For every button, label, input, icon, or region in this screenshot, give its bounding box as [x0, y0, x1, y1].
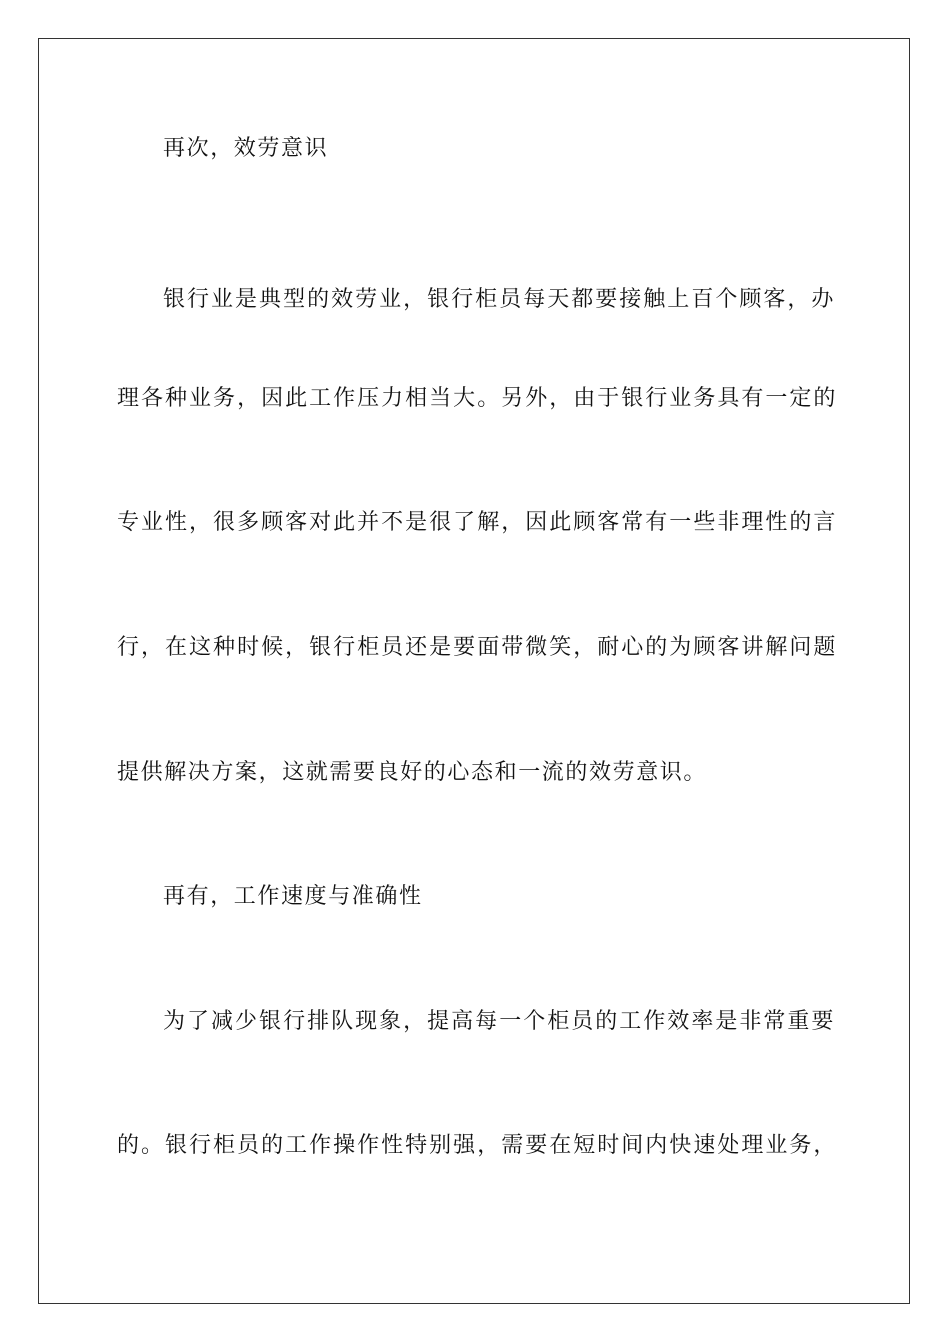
- section-heading-service-awareness: 再次，效劳意识: [163, 136, 329, 161]
- paragraph-line: 为了减少银行排队现象，提高每一个柜员的工作效率是非常重要: [163, 1009, 835, 1034]
- paragraph-line: 银行业是典型的效劳业，银行柜员每天都要接触上百个顾客，办: [163, 287, 835, 312]
- paragraph-line: 提供解决方案，这就需要良好的心态和一流的效劳意识。: [117, 760, 708, 785]
- page-border: [38, 38, 910, 1304]
- paragraph-line: 专业性，很多顾客对此并不是很了解，因此顾客常有一些非理性的言: [117, 510, 837, 535]
- paragraph-line: 行，在这种时候，银行柜员还是要面带微笑，耐心的为顾客讲解问题: [117, 635, 837, 660]
- paragraph-line: 的。银行柜员的工作操作性特别强，需要在短时间内快速处理业务，: [117, 1133, 837, 1158]
- paragraph-line: 理各种业务，因此工作压力相当大。另外，由于银行业务具有一定的: [117, 386, 837, 411]
- section-heading-speed-accuracy: 再有，工作速度与准确性: [163, 884, 423, 909]
